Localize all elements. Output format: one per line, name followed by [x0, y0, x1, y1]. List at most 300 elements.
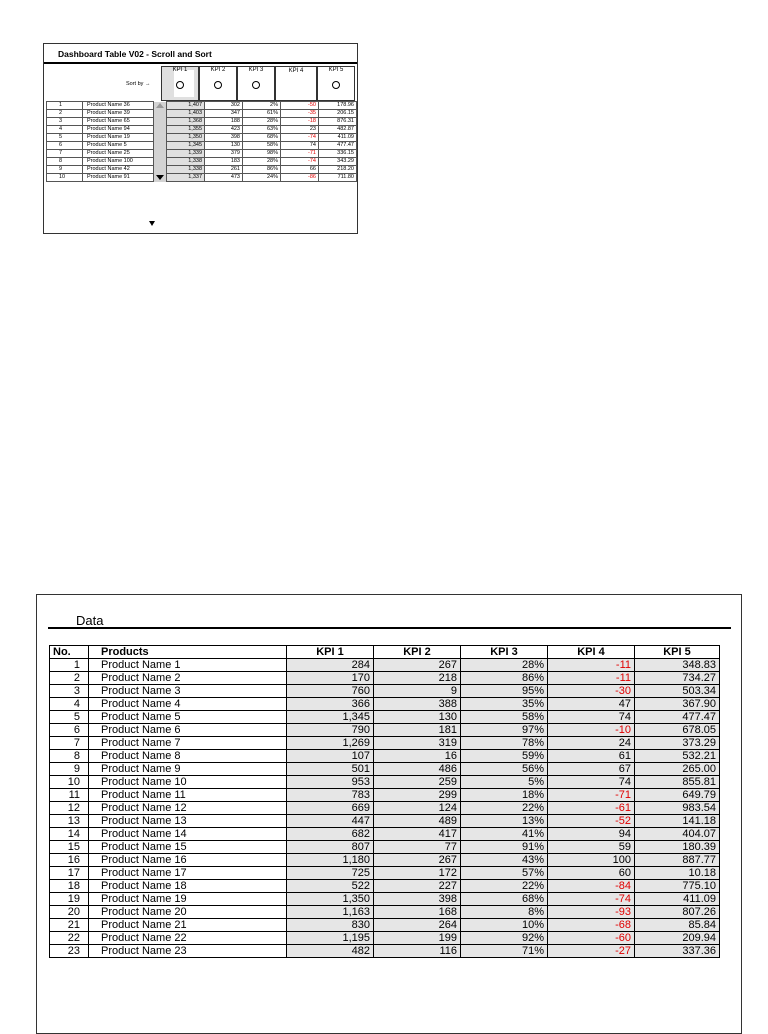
kpi2-value: 261	[205, 166, 243, 174]
kpi5-value: 348.83	[635, 659, 720, 672]
kpi5-value: 206.15	[319, 110, 357, 118]
row-number: 21	[50, 919, 89, 932]
kpi5-value: 404.07	[635, 828, 720, 841]
kpi2-value: 264	[374, 919, 461, 932]
kpi4-value: 24	[548, 737, 635, 750]
kpi2-value: 199	[374, 932, 461, 945]
kpi4-value: -10	[548, 724, 635, 737]
kpi5-value: 343.29	[319, 158, 357, 166]
row-number: 7	[50, 737, 89, 750]
kpi4-value: 66	[281, 166, 319, 174]
kpi4-value: 74	[281, 142, 319, 150]
kpi1-value: 1,163	[287, 906, 374, 919]
sort-header-kpi5[interactable]	[317, 66, 355, 101]
kpi3-header-label: KPI 3	[248, 67, 264, 71]
table-row	[50, 867, 720, 880]
kpi3-value: 71%	[461, 945, 548, 958]
sort-header-kpi1[interactable]	[161, 66, 199, 101]
kpi1-value: 760	[287, 685, 374, 698]
table-row	[50, 919, 720, 932]
kpi3-value: 43%	[461, 854, 548, 867]
kpi4-header-label: KPI 4	[288, 68, 304, 74]
kpi3-value: 97%	[461, 724, 548, 737]
kpi3-value: 68%	[461, 893, 548, 906]
kpi3-value: 91%	[461, 841, 548, 854]
kpi5-value: 503.34	[635, 685, 720, 698]
kpi5-value: 887.77	[635, 854, 720, 867]
kpi1-value: 1,195	[287, 932, 374, 945]
data-table	[49, 645, 720, 958]
kpi5-value: 649.79	[635, 789, 720, 802]
kpi3-value: 98%	[243, 150, 281, 158]
table-row	[50, 815, 720, 828]
table-row	[50, 776, 720, 789]
kpi2-value: 130	[374, 711, 461, 724]
kpi5-value: 734.27	[635, 672, 720, 685]
kpi5-value: 807.26	[635, 906, 720, 919]
kpi5-value: 218.20	[319, 166, 357, 174]
product-name: Product Name 19	[89, 893, 287, 906]
kpi3-value: 95%	[461, 685, 548, 698]
kpi1-value: 807	[287, 841, 374, 854]
kpi1-value: 1,350	[167, 134, 205, 142]
kpi5-value: 983.54	[635, 802, 720, 815]
kpi3-value: 58%	[243, 142, 281, 150]
row-number: 3	[50, 685, 89, 698]
kpi4-value: -71	[548, 789, 635, 802]
dashboard-row	[47, 102, 357, 110]
kpi1-value: 107	[287, 750, 374, 763]
kpi2-value: 319	[374, 737, 461, 750]
kpi3-value: 8%	[461, 906, 548, 919]
kpi1-value: 1,337	[167, 174, 205, 182]
table-row	[50, 763, 720, 776]
row-number: 6	[47, 142, 83, 150]
row-number: 18	[50, 880, 89, 893]
kpi4-value: 61	[548, 750, 635, 763]
kpi1-value: 953	[287, 776, 374, 789]
kpi5-value: 85.84	[635, 919, 720, 932]
kpi1-value: 669	[287, 802, 374, 815]
kpi4-value: -52	[548, 815, 635, 828]
kpi5-value: 141.18	[635, 815, 720, 828]
sort-by-label: Sort by →	[126, 81, 151, 87]
kpi2-value: 130	[205, 142, 243, 150]
product-name: Product Name 3	[89, 685, 287, 698]
kpi2-value: 116	[374, 945, 461, 958]
scroll-up-arrow-icon[interactable]	[156, 103, 164, 108]
kpi2-value: 218	[374, 672, 461, 685]
kpi4-value: -71	[281, 150, 319, 158]
kpi4-value: -27	[548, 945, 635, 958]
kpi3-value: 13%	[461, 815, 548, 828]
table-row	[50, 802, 720, 815]
kpi3-value: 59%	[461, 750, 548, 763]
sort-header-kpi2[interactable]	[199, 66, 237, 101]
kpi4-value: 60	[548, 867, 635, 880]
header-no: No.	[50, 646, 89, 659]
kpi4-value: -60	[548, 932, 635, 945]
data-title: Data	[76, 613, 104, 628]
kpi5-value: 367.90	[635, 698, 720, 711]
kpi2-value: 489	[374, 815, 461, 828]
product-name: Product Name 15	[89, 841, 287, 854]
row-number: 9	[50, 763, 89, 776]
kpi4-value: -11	[548, 659, 635, 672]
product-name: Product Name 7	[89, 737, 287, 750]
product-name: Product Name 21	[89, 919, 287, 932]
row-number: 1	[50, 659, 89, 672]
row-number: 3	[47, 118, 83, 126]
dashboard-row	[47, 126, 357, 134]
kpi1-value: 1,368	[167, 118, 205, 126]
table-row	[50, 906, 720, 919]
kpi1-value: 1,180	[287, 854, 374, 867]
scrollbar-cell[interactable]	[154, 174, 167, 182]
kpi2-value: 302	[205, 102, 243, 110]
kpi4-value: -86	[281, 174, 319, 182]
product-name: Product Name 11	[89, 789, 287, 802]
title-divider	[44, 62, 357, 64]
kpi2-value: 9	[374, 685, 461, 698]
sort-header-kpi3[interactable]	[237, 66, 275, 101]
kpi3-value: 86%	[461, 672, 548, 685]
product-name: Product Name 94	[83, 126, 154, 134]
kpi4-value: -74	[548, 893, 635, 906]
kpi1-value: 447	[287, 815, 374, 828]
kpi2-value: 347	[205, 110, 243, 118]
kpi4-value: 100	[548, 854, 635, 867]
row-number: 2	[47, 110, 83, 118]
kpi5-value: 876.31	[319, 118, 357, 126]
kpi1-value: 482	[287, 945, 374, 958]
kpi3-value: 24%	[243, 174, 281, 182]
kpi5-value: 337.36	[635, 945, 720, 958]
kpi2-value: 267	[374, 659, 461, 672]
kpi1-value: 1,403	[167, 110, 205, 118]
row-number: 5	[47, 134, 83, 142]
product-name: Product Name 6	[89, 724, 287, 737]
kpi3-value: 10%	[461, 919, 548, 932]
product-name: Product Name 10	[89, 776, 287, 789]
kpi3-value: 68%	[243, 134, 281, 142]
header-kpi4: KPI 4	[548, 646, 635, 659]
kpi2-value: 299	[374, 789, 461, 802]
kpi1-header-label: KPI 1	[172, 67, 188, 71]
kpi2-value: 486	[374, 763, 461, 776]
table-row	[50, 893, 720, 906]
scrollbar-cell[interactable]	[154, 142, 167, 150]
scrollbar-cell[interactable]	[154, 126, 167, 134]
kpi2-value: 77	[374, 841, 461, 854]
kpi5-value: 855.81	[635, 776, 720, 789]
table-row	[50, 737, 720, 750]
product-name: Product Name 1	[89, 659, 287, 672]
dashboard-row	[47, 118, 357, 126]
scroll-down-arrow-icon[interactable]	[156, 175, 164, 180]
kpi1-value: 1,355	[167, 126, 205, 134]
kpi1-value: 1,338	[167, 166, 205, 174]
row-number: 22	[50, 932, 89, 945]
row-number: 16	[50, 854, 89, 867]
product-name: Product Name 20	[89, 906, 287, 919]
kpi4-value: -18	[281, 118, 319, 126]
kpi5-value: 336.15	[319, 150, 357, 158]
kpi2-value: 259	[374, 776, 461, 789]
header-products: Products	[89, 646, 287, 659]
row-number: 2	[50, 672, 89, 685]
kpi5-value: 265.00	[635, 763, 720, 776]
table-row	[50, 672, 720, 685]
table-row	[50, 750, 720, 763]
kpi3-value: 41%	[461, 828, 548, 841]
kpi2-value: 124	[374, 802, 461, 815]
kpi1-value: 1,339	[167, 150, 205, 158]
row-number: 1	[47, 102, 83, 110]
dashboard-row	[47, 110, 357, 118]
product-name: Product Name 13	[89, 815, 287, 828]
table-row	[50, 945, 720, 958]
kpi2-value: 423	[205, 126, 243, 134]
product-name: Product Name 36	[83, 102, 154, 110]
kpi4-value: -50	[281, 102, 319, 110]
kpi1-value: 1,407	[167, 102, 205, 110]
kpi2-value: 379	[205, 150, 243, 158]
product-name: Product Name 42	[83, 166, 154, 174]
kpi5-value: 477.47	[319, 142, 357, 150]
kpi2-value: 388	[374, 698, 461, 711]
header-kpi3: KPI 3	[461, 646, 548, 659]
kpi2-value: 181	[374, 724, 461, 737]
kpi4-value: -30	[548, 685, 635, 698]
kpi1-value: 170	[287, 672, 374, 685]
row-number: 6	[50, 724, 89, 737]
kpi5-value: 178.96	[319, 102, 357, 110]
product-name: Product Name 17	[89, 867, 287, 880]
sort-radio-kpi1[interactable]	[176, 81, 184, 89]
product-name: Product Name 8	[89, 750, 287, 763]
kpi3-value: 18%	[461, 789, 548, 802]
product-name: Product Name 23	[89, 945, 287, 958]
kpi4-value: 74	[548, 776, 635, 789]
kpi1-value: 501	[287, 763, 374, 776]
scrollbar-cell[interactable]	[154, 118, 167, 126]
kpi5-value: 775.10	[635, 880, 720, 893]
kpi3-value: 5%	[461, 776, 548, 789]
row-number: 5	[50, 711, 89, 724]
kpi1-value: 725	[287, 867, 374, 880]
row-number: 4	[50, 698, 89, 711]
kpi4-value: 59	[548, 841, 635, 854]
kpi4-value: -35	[281, 110, 319, 118]
kpi1-value: 783	[287, 789, 374, 802]
row-number: 7	[47, 150, 83, 158]
row-number: 11	[50, 789, 89, 802]
product-name: Product Name 25	[83, 150, 154, 158]
row-number: 8	[50, 750, 89, 763]
kpi3-value: 63%	[243, 126, 281, 134]
kpi2-value: 417	[374, 828, 461, 841]
kpi2-value: 398	[205, 134, 243, 142]
kpi3-value: 58%	[461, 711, 548, 724]
kpi1-value: 1,350	[287, 893, 374, 906]
kpi3-value: 22%	[461, 802, 548, 815]
data-table-header-row	[50, 646, 720, 659]
product-name: Product Name 14	[89, 828, 287, 841]
kpi5-value: 209.94	[635, 932, 720, 945]
table-row	[50, 698, 720, 711]
kpi4-value: -68	[548, 919, 635, 932]
kpi4-value: 67	[548, 763, 635, 776]
table-row	[50, 841, 720, 854]
product-name: Product Name 100	[83, 158, 154, 166]
dashboard-row	[47, 142, 357, 150]
kpi1-value: 1,338	[167, 158, 205, 166]
kpi2-value: 16	[374, 750, 461, 763]
kpi2-header-label: KPI 2	[210, 67, 226, 71]
kpi2-value: 183	[205, 158, 243, 166]
dashboard-panel	[43, 43, 358, 234]
dashboard-table	[46, 101, 357, 182]
scrollbar-cell[interactable]	[154, 110, 167, 118]
kpi2-value: 398	[374, 893, 461, 906]
scrollbar-cell[interactable]	[154, 158, 167, 166]
product-name: Product Name 9	[89, 763, 287, 776]
product-name: Product Name 5	[83, 142, 154, 150]
kpi3-value: 28%	[461, 659, 548, 672]
product-name: Product Name 22	[89, 932, 287, 945]
kpi4-value: 23	[281, 126, 319, 134]
sort-radio-kpi2[interactable]	[214, 81, 222, 89]
scrollbar-cell[interactable]	[154, 134, 167, 142]
kpi3-value: 78%	[461, 737, 548, 750]
kpi1-value: 284	[287, 659, 374, 672]
product-name: Product Name 16	[89, 854, 287, 867]
kpi3-value: 56%	[461, 763, 548, 776]
scrollbar-cell[interactable]	[154, 102, 167, 110]
row-number: 20	[50, 906, 89, 919]
dashboard-title: Dashboard Table V02 - Scroll and Sort	[58, 49, 212, 59]
row-number: 15	[50, 841, 89, 854]
table-row	[50, 932, 720, 945]
kpi5-value: 711.80	[319, 174, 357, 182]
dashboard-row	[47, 134, 357, 142]
kpi3-value: 28%	[243, 158, 281, 166]
kpi1-value: 1,345	[287, 711, 374, 724]
kpi3-value: 57%	[461, 867, 548, 880]
row-number: 23	[50, 945, 89, 958]
kpi5-header-label: KPI 5	[328, 67, 344, 71]
kpi1-value: 1,269	[287, 737, 374, 750]
table-row	[50, 685, 720, 698]
kpi4-value: 47	[548, 698, 635, 711]
kpi4-value: 94	[548, 828, 635, 841]
dashboard-row	[47, 150, 357, 158]
kpi4-value: -74	[281, 158, 319, 166]
row-number: 14	[50, 828, 89, 841]
kpi5-value: 373.29	[635, 737, 720, 750]
row-number: 10	[50, 776, 89, 789]
row-number: 4	[47, 126, 83, 134]
table-row	[50, 724, 720, 737]
dashboard-row	[47, 158, 357, 166]
kpi4-value: -74	[281, 134, 319, 142]
kpi3-value: 22%	[461, 880, 548, 893]
dashboard-row	[47, 174, 357, 182]
product-name: Product Name 12	[89, 802, 287, 815]
product-name: Product Name 65	[83, 118, 154, 126]
table-row	[50, 854, 720, 867]
product-name: Product Name 5	[89, 711, 287, 724]
product-name: Product Name 91	[83, 174, 154, 182]
product-name: Product Name 2	[89, 672, 287, 685]
kpi5-value: 10.18	[635, 867, 720, 880]
scrollbar-cell[interactable]	[154, 150, 167, 158]
kpi1-value: 1,345	[167, 142, 205, 150]
kpi3-value: 92%	[461, 932, 548, 945]
row-number: 12	[50, 802, 89, 815]
kpi4-value: -11	[548, 672, 635, 685]
product-name: Product Name 18	[89, 880, 287, 893]
kpi2-value: 267	[374, 854, 461, 867]
data-panel	[36, 594, 742, 1034]
product-name: Product Name 19	[83, 134, 154, 142]
kpi1-value: 790	[287, 724, 374, 737]
kpi3-value: 86%	[243, 166, 281, 174]
row-number: 19	[50, 893, 89, 906]
table-row	[50, 711, 720, 724]
scrollbar-cell[interactable]	[154, 166, 167, 174]
kpi2-value: 188	[205, 118, 243, 126]
kpi1-value: 366	[287, 698, 374, 711]
kpi5-value: 482.87	[319, 126, 357, 134]
row-number: 10	[47, 174, 83, 182]
kpi1-value: 682	[287, 828, 374, 841]
kpi2-value: 227	[374, 880, 461, 893]
kpi4-value: -93	[548, 906, 635, 919]
kpi3-value: 35%	[461, 698, 548, 711]
sort-radio-kpi5[interactable]	[332, 81, 340, 89]
product-name: Product Name 39	[83, 110, 154, 118]
kpi1-value: 522	[287, 880, 374, 893]
data-title-divider	[48, 627, 731, 629]
header-kpi2: KPI 2	[374, 646, 461, 659]
table-row	[50, 880, 720, 893]
table-row	[50, 828, 720, 841]
sort-radio-kpi3[interactable]	[252, 81, 260, 89]
row-number: 9	[47, 166, 83, 174]
kpi5-value: 411.09	[319, 134, 357, 142]
kpi3-value: 61%	[243, 110, 281, 118]
scroll-down-arrow-icon[interactable]	[149, 221, 155, 226]
row-number: 17	[50, 867, 89, 880]
kpi3-value: 28%	[243, 118, 281, 126]
kpi1-value: 830	[287, 919, 374, 932]
kpi2-value: 172	[374, 867, 461, 880]
header-kpi5: KPI 5	[635, 646, 720, 659]
product-name: Product Name 4	[89, 698, 287, 711]
kpi2-value: 473	[205, 174, 243, 182]
kpi5-value: 532.21	[635, 750, 720, 763]
kpi5-value: 477.47	[635, 711, 720, 724]
row-number: 8	[47, 158, 83, 166]
table-row	[50, 659, 720, 672]
table-row	[50, 789, 720, 802]
kpi4-value: -61	[548, 802, 635, 815]
kpi5-value: 411.09	[635, 893, 720, 906]
row-number: 13	[50, 815, 89, 828]
kpi4-value: -84	[548, 880, 635, 893]
